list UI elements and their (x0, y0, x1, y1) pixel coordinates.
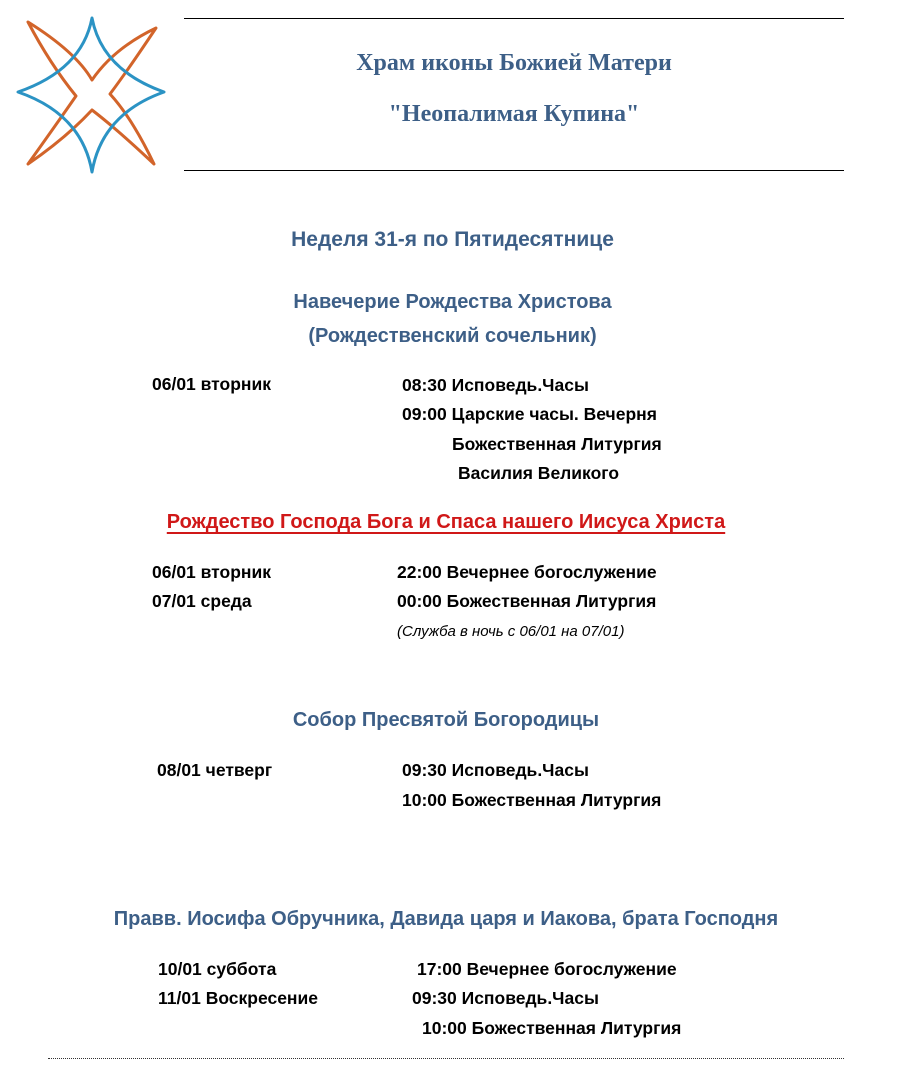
header-bottom-rule (184, 170, 844, 171)
church-title-line2: "Неопалимая Купина" (388, 101, 640, 127)
section2-service1: 22:00 Вечернее богослужение (397, 562, 657, 582)
week-title: Неделя 31-я по Пятидесятнице (291, 228, 614, 251)
section4-date2: 11/01 Воскресение (158, 988, 318, 1008)
church-title-line1: Храм иконы Божией Матери (356, 50, 672, 76)
section2-date1: 06/01 вторник (152, 562, 271, 582)
section1-service-line4: Василия Великого (458, 463, 620, 483)
section1-service-line1: 08:30 Исповедь.Часы (402, 375, 589, 395)
section3-title: Собор Пресвятой Богородицы (292, 709, 600, 731)
outer-star-shape (28, 22, 156, 164)
section2-date2: 07/01 среда (152, 591, 252, 611)
section4-title: Правв. Иосифа Обручника, Давида царя и Иакова, брата Господня (113, 908, 779, 930)
section1-title-line1: Навечерие Рождества Христова (293, 291, 612, 313)
footer-dotted-rule (48, 1058, 844, 1059)
section4-service1: 17:00 Вечернее богослужение (417, 959, 677, 979)
header-top-rule (184, 18, 844, 19)
section3-service2: 10:00 Божественная Литургия (402, 790, 662, 810)
section2-title: Рождество Господа Бога и Спаса нашего Иисуса Христа (166, 511, 726, 533)
section1-date: 06/01 вторник (152, 374, 271, 394)
star-logo-icon (14, 14, 170, 174)
section1-service-line2: 09:00 Царские часы. Вечерня (402, 404, 657, 424)
section3-date: 08/01 четверг (157, 760, 273, 780)
section1-service-line3: Божественная Литургия (452, 434, 662, 454)
section1-title-line2: (Рождественский сочельник) (308, 325, 597, 347)
section2-service2: 00:00 Божественная Литургия (397, 591, 657, 611)
section4-date1: 10/01 суббота (158, 959, 277, 979)
section4-service2: 09:30 Исповедь.Часы (412, 988, 599, 1008)
section3-service1: 09:30 Исповедь.Часы (402, 760, 589, 780)
section4-service3: 10:00 Божественная Литургия (422, 1018, 682, 1038)
section2-note: (Служба в ночь с 06/01 на 07/01) (397, 623, 625, 640)
